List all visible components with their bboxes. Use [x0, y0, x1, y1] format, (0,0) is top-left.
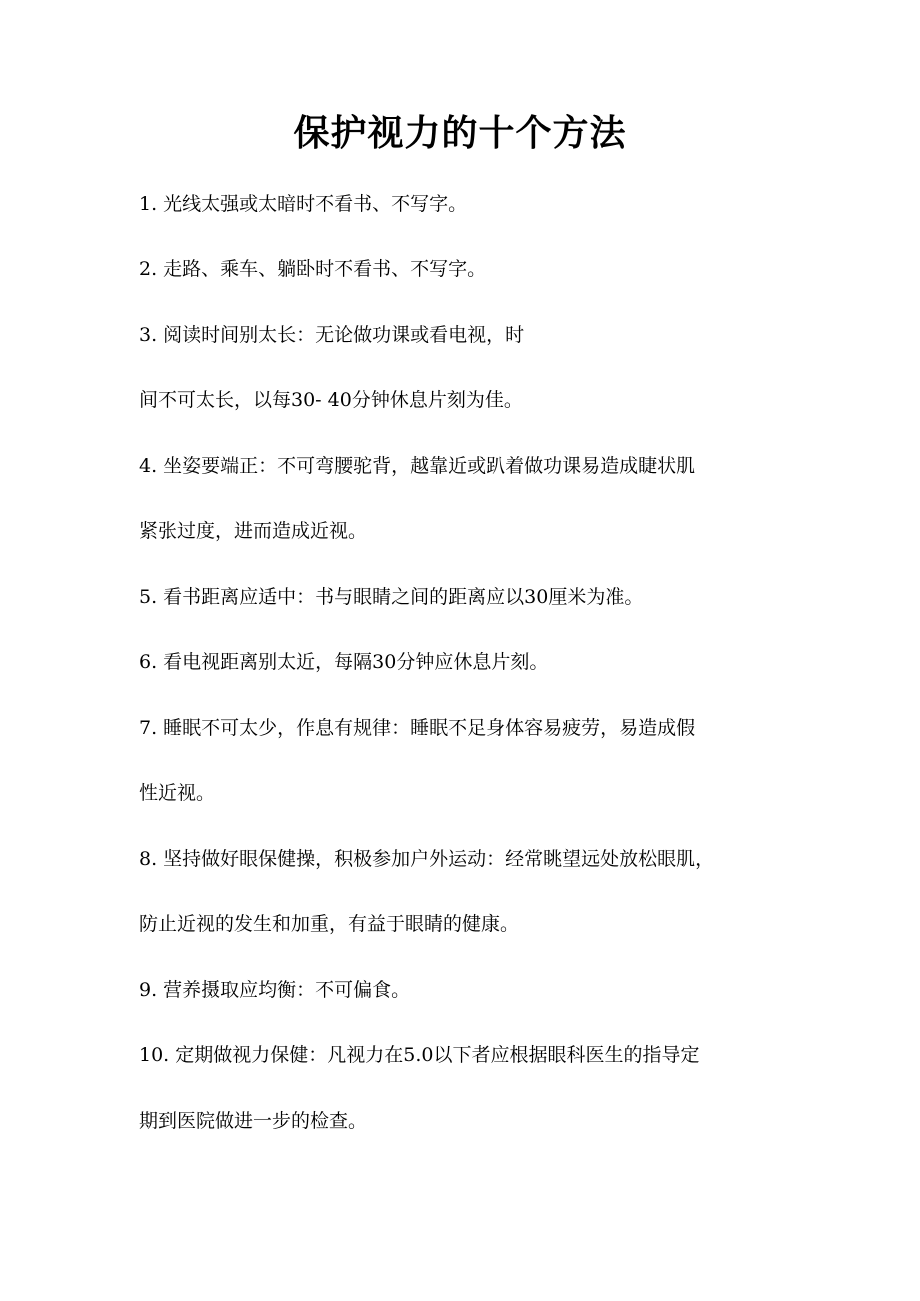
text-line-14: 10. 定期做视力保健：凡视力在5.0以下者应根据眼科医生的指导定: [139, 1044, 700, 1066]
text-line-3: 3. 阅读时间别太长：无论做功课或看电视，时: [139, 324, 525, 346]
text-line-6: 紧张过度，进而造成近视。: [139, 520, 368, 542]
text-line-9: 7. 睡眠不可太少，作息有规律：睡眠不足身体容易疲劳，易造成假: [139, 717, 696, 739]
text-line-11: 8. 坚持做好眼保健操，积极参加户外运动：经常眺望远处放松眼肌，: [139, 848, 715, 870]
text-line-1: 1. 光线太强或太暗时不看书、不写字。: [139, 193, 468, 215]
text-line-13: 9. 营养摄取应均衡：不可偏食。: [139, 979, 411, 1001]
document-title: 保护视力的十个方法: [293, 112, 627, 154]
text-line-4: 间不可太长，以每30- 40分钟休息片刻为佳。: [139, 389, 523, 411]
text-line-10: 性近视。: [139, 782, 216, 804]
text-line-5: 4. 坐姿要端正：不可弯腰驼背，越靠近或趴着做功课易造成睫状肌: [139, 455, 696, 477]
text-line-12: 防止近视的发生和加重，有益于眼睛的健康。: [139, 913, 520, 935]
text-line-15: 期到医院做进一步的检查。: [139, 1110, 368, 1132]
text-line-7: 5. 看书距离应适中：书与眼睛之间的距离应以30厘米为准。: [139, 586, 644, 608]
text-line-2: 2. 走路、乘车、躺卧时不看书、不写字。: [139, 258, 487, 280]
text-line-8: 6. 看电视距离别太近，每隔30分钟应休息片刻。: [139, 651, 549, 673]
